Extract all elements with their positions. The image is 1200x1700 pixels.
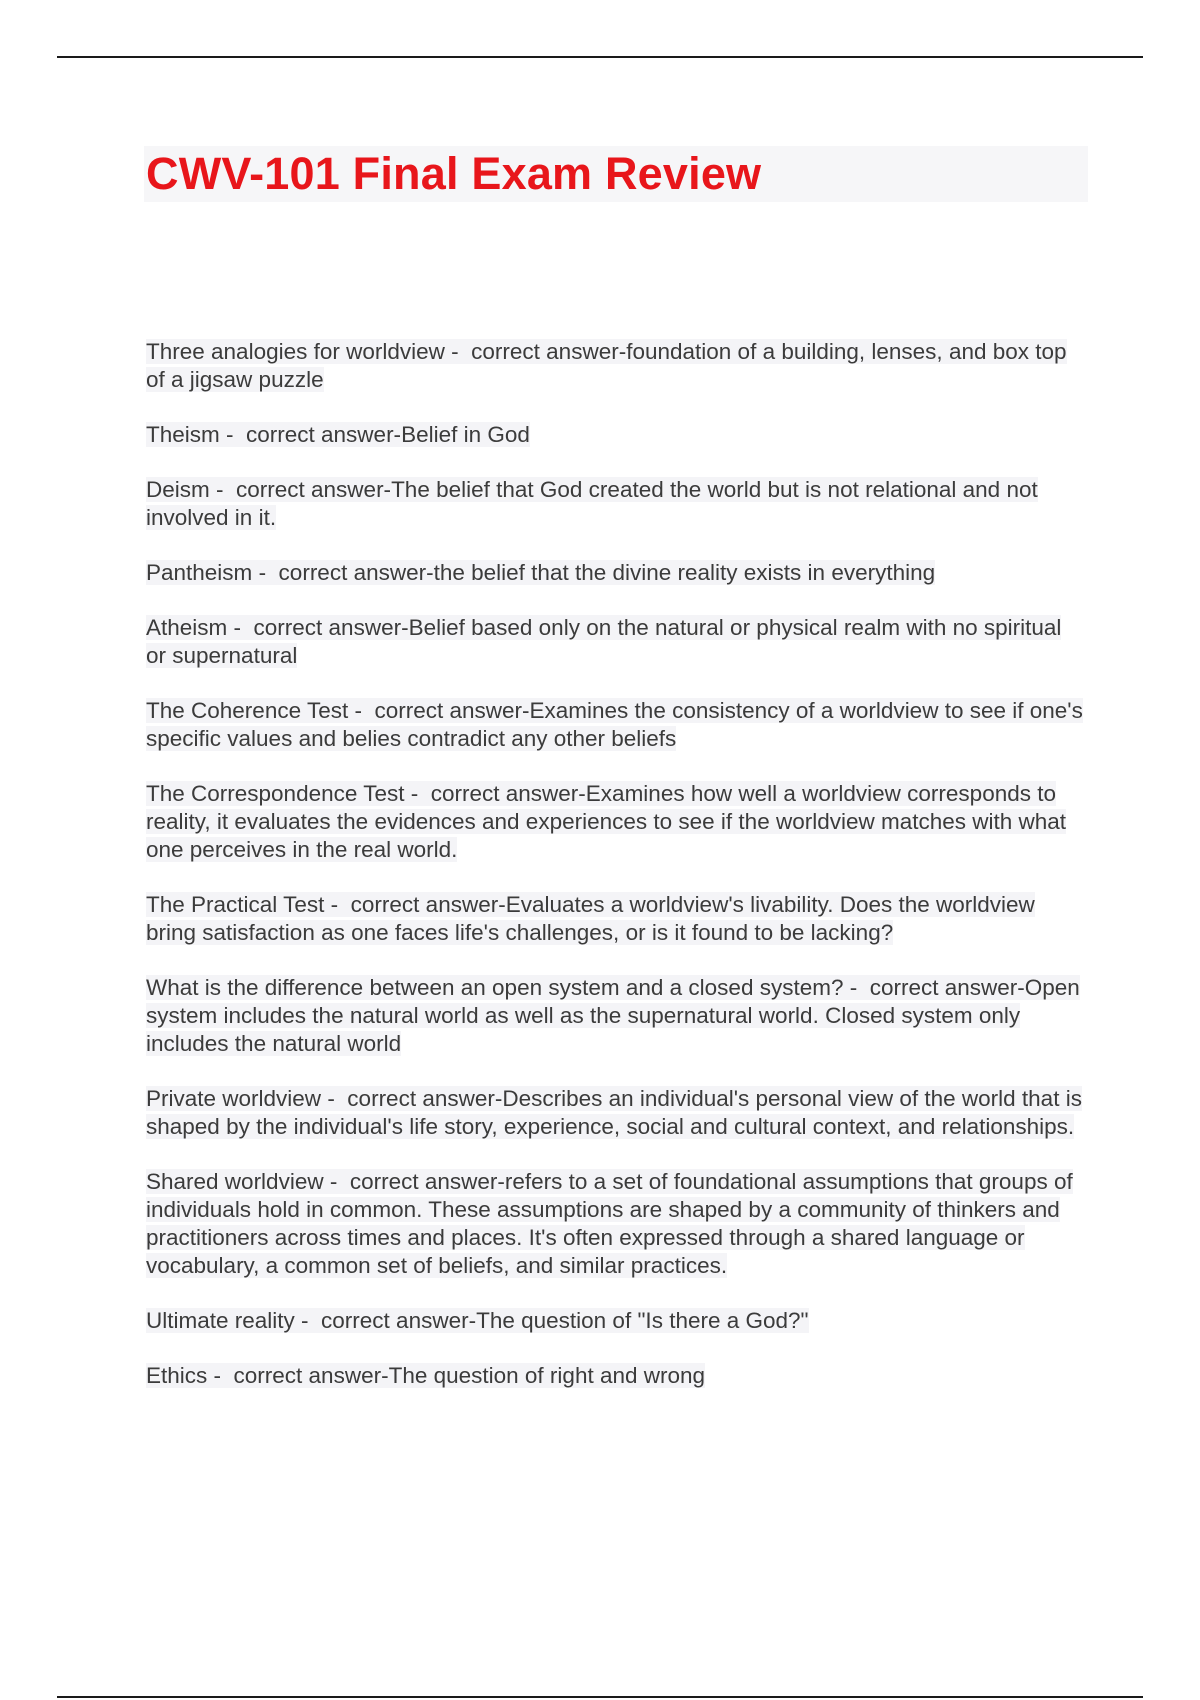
qa-separator: - correct answer- <box>227 615 409 640</box>
qa-answer: Examines the consistency of a worldview to see if one's specific values and belies contradict any other beliefs <box>146 698 1083 751</box>
qa-entry <box>146 1085 1086 1141</box>
qa-answer: foundation of a building, lenses, and box top of a jigsaw puzzle <box>146 339 1067 392</box>
qa-entry <box>146 974 1086 1058</box>
qa-text <box>146 560 935 585</box>
qa-entry <box>146 476 1086 532</box>
header-rule <box>57 56 1143 58</box>
qa-separator: - correct answer- <box>323 1169 505 1194</box>
qa-term: Private worldview <box>146 1086 322 1111</box>
qa-answer: The question of "Is there a God?" <box>476 1308 809 1333</box>
qa-separator: - correct answer- <box>348 698 530 723</box>
qa-separator: - correct answer- <box>207 1363 389 1388</box>
qa-answer: Evaluates a worldview's livability. Does the worldview bring satisfaction as one faces life's challenges, or is it found to be lacking? <box>146 892 1035 945</box>
qa-text <box>146 698 1083 751</box>
qa-term: The Correspondence Test <box>146 781 405 806</box>
qa-text <box>146 892 1035 945</box>
qa-separator: - correct answer- <box>324 892 506 917</box>
qa-term: Ethics <box>146 1363 208 1388</box>
qa-entry <box>146 614 1086 670</box>
qa-term: Ultimate reality <box>146 1308 295 1333</box>
qa-entry <box>146 1362 1086 1390</box>
qa-text <box>146 615 1061 668</box>
qa-text <box>146 975 1080 1056</box>
qa-answer: Examines how well a worldview corresponds to reality, it evaluates the evidences and experiences to see if the worldview matches with what one perceives in the real world. <box>146 781 1067 862</box>
qa-entry <box>146 338 1086 394</box>
qa-answer: Open system includes the natural world as well as the supernatural world. Closed system only includes the natural world <box>146 975 1080 1056</box>
qa-entry <box>146 421 1086 449</box>
qa-answer: Describes an individual's personal view of the world that is shaped by the individual's life story, experience, social and cultural context, and relationships. <box>146 1086 1082 1139</box>
footer-rule <box>57 1696 1143 1698</box>
qa-term: Three analogies for worldview <box>146 339 445 364</box>
qa-text <box>146 422 530 447</box>
qa-text <box>146 1363 705 1388</box>
qa-answer: The question of right and wrong <box>388 1363 706 1388</box>
qa-text <box>146 781 1066 862</box>
qa-answer: the belief that the divine reality exists in everything <box>433 560 936 585</box>
qa-term: Theism <box>146 422 220 447</box>
qa-separator: - correct answer- <box>209 477 392 502</box>
qa-entry <box>146 559 1086 587</box>
qa-term: Atheism <box>146 615 228 640</box>
qa-text <box>146 1308 809 1333</box>
qa-entry <box>146 1307 1086 1335</box>
qa-separator: - correct answer- <box>444 339 627 364</box>
qa-separator: - correct answer- <box>294 1308 477 1333</box>
qa-separator: - correct answer- <box>252 560 434 585</box>
qa-list <box>146 338 1086 1417</box>
qa-answer: refers to a set of foundational assumptions that groups of individuals hold in common. These assumptions are shaped by a community of thinkers and practitioners across times and places. It's often expressed through a shared language or vocabulary, a common set of beliefs, and similar practices. <box>146 1169 1073 1278</box>
qa-text <box>146 339 1067 392</box>
qa-term: Deism <box>146 477 210 502</box>
qa-entry <box>146 891 1086 947</box>
qa-separator: - correct answer- <box>404 781 586 806</box>
qa-answer: Belief in God <box>401 422 530 447</box>
qa-answer: The belief that God created the world but is not relational and not involved in it. <box>146 477 1038 530</box>
document-title: CWV-101 Final Exam Review <box>146 148 762 199</box>
qa-separator: - correct answer- <box>321 1086 503 1111</box>
qa-entry <box>146 697 1086 753</box>
qa-separator: - correct answer- <box>843 975 1025 1000</box>
qa-text <box>146 1086 1082 1139</box>
qa-text <box>146 477 1038 530</box>
qa-term: Shared worldview <box>146 1169 324 1194</box>
qa-text <box>146 1169 1073 1278</box>
qa-entry <box>146 1168 1086 1280</box>
qa-entry <box>146 780 1086 864</box>
qa-term: The Practical Test <box>146 892 325 917</box>
qa-separator: - correct answer- <box>219 422 402 447</box>
qa-term: Pantheism <box>146 560 253 585</box>
qa-term: The Coherence Test <box>146 698 349 723</box>
qa-answer: Belief based only on the natural or physical realm with no spiritual or supernatural <box>146 615 1062 668</box>
qa-term: What is the difference between an open system and a closed system? <box>146 975 844 1000</box>
